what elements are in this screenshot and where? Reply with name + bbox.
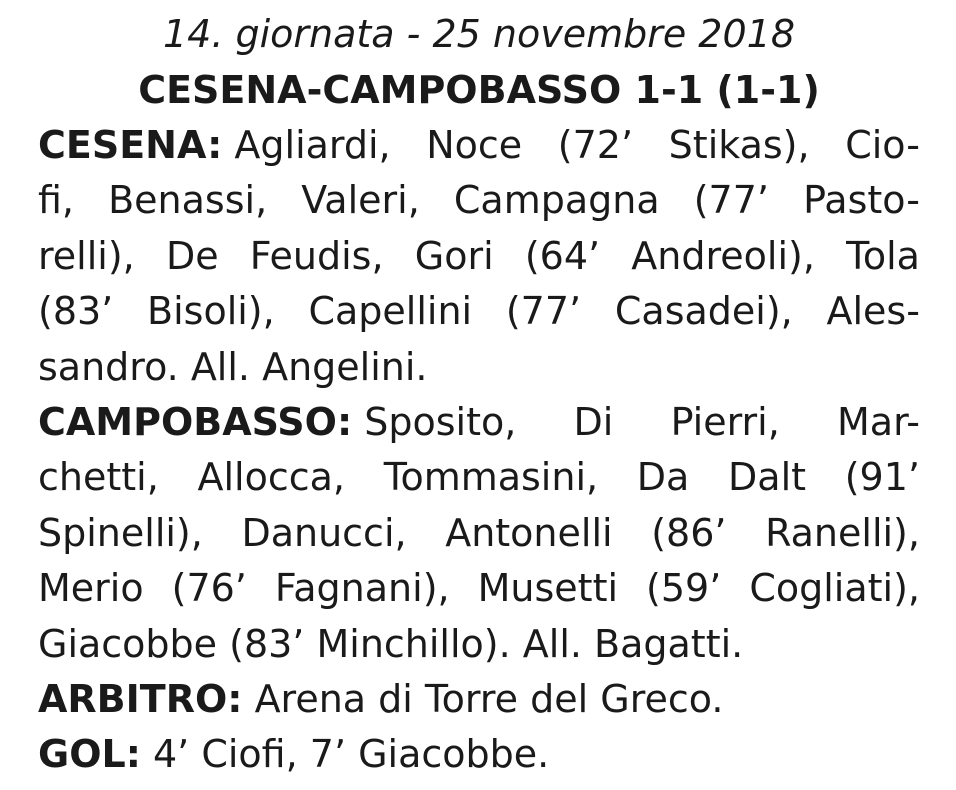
match-result-title: CESENA-CAMPOBASSO 1-1 (1-1) [138,68,820,112]
lineup-word: Gori [414,233,494,278]
lineup-word: Di [573,399,614,444]
cesena-line-3 [38,229,920,284]
cesena-line-4 [38,284,920,339]
lineup-word: (86’ [651,510,727,555]
campobasso-line-5 [38,617,920,672]
gol-text: 4’ Ciofi, 7’ Giacobbe. [153,732,550,777]
lineup-word: Ales- [826,289,920,334]
campobasso-line-1 [38,395,920,450]
lineup-word: (77’ [693,178,769,223]
arbitro-label: ARBITRO: [38,676,243,721]
match-date-subtitle: 14. giornata - 25 novembre 2018 [162,12,796,56]
lineup-word: (72’ [557,123,634,167]
cesena-line-5 [38,340,920,395]
lineup-word: (76’ [171,566,247,611]
lineup-word: (83’ [38,289,114,334]
cesena-line-2 [38,173,920,228]
lineup-word: Da [636,455,690,500]
lineup-word: Danucci, [241,510,407,555]
lineup-word: Tola [846,233,920,278]
lineup-word: (77’ [505,289,582,334]
arbitro-line [38,672,920,727]
lineup-word: Campagna [453,178,660,223]
lineup-word: Musetti [477,566,619,611]
campobasso-line-3 [38,506,920,561]
arbitro-text: Arena di Torre del Greco. [254,676,724,721]
lineup-word: Dalt [728,455,807,500]
lineup-text: Giacobbe (83’ Minchillo). All. Bagatti. [38,621,744,666]
lineup-word: Bisoli), [147,289,275,334]
lineup-word: Pasto- [803,178,920,223]
lineup-word: Valeri, [301,178,420,223]
lineup-word: (59’ [646,566,722,611]
lineup-word: Sposito, [364,399,517,444]
lineup-word: Spinelli), [38,510,203,555]
campobasso-first-word [38,395,516,450]
lineup-word: Feudis, [249,233,384,278]
gol-label: GOL: [38,732,141,777]
campobasso-line-4 [38,561,920,616]
match-report [38,6,920,783]
lineup-word: chetti, [38,455,159,500]
lineup-word: Tommasini, [383,455,599,500]
lineup-word: Cio- [845,123,920,167]
lineup-word: Benassi, [108,178,268,223]
lineup-word: Pierri, [670,399,780,444]
lineup-word: Cogliati), [749,566,920,611]
lineup-word: Casadei), [614,289,793,334]
lineup-word: (91’ [844,455,920,500]
lineup-word: fi, [38,178,75,223]
lineup-word: Mar- [837,399,920,444]
campobasso-line-2 [38,450,920,505]
lineup-word: Fagnani), [274,566,450,611]
lineup-word: Capellini [308,289,473,334]
campobasso-label: CAMPOBASSO: [38,399,353,444]
cesena-line-1 [38,118,920,173]
lineup-text: sandro. All. Angelini. [38,344,428,389]
lineup-word: (64’ [524,233,601,278]
lineup-word: Noce [426,123,523,167]
lineup-word: relli), [38,233,135,278]
lineup-word: Agliardi, [234,123,391,167]
lineup-word: Allocca, [197,455,345,500]
lineup-word: Merio [38,566,144,611]
lineup-word: Andreoli), [631,233,815,278]
cesena-first-word [38,118,391,173]
gol-line [38,727,920,782]
lineup-word: Antonelli [445,510,613,555]
lineup-word: Ranelli), [765,510,920,555]
lineup-word: De [165,233,219,278]
lineup-word: Stikas), [668,123,810,167]
cesena-label: CESENA: [38,123,223,167]
